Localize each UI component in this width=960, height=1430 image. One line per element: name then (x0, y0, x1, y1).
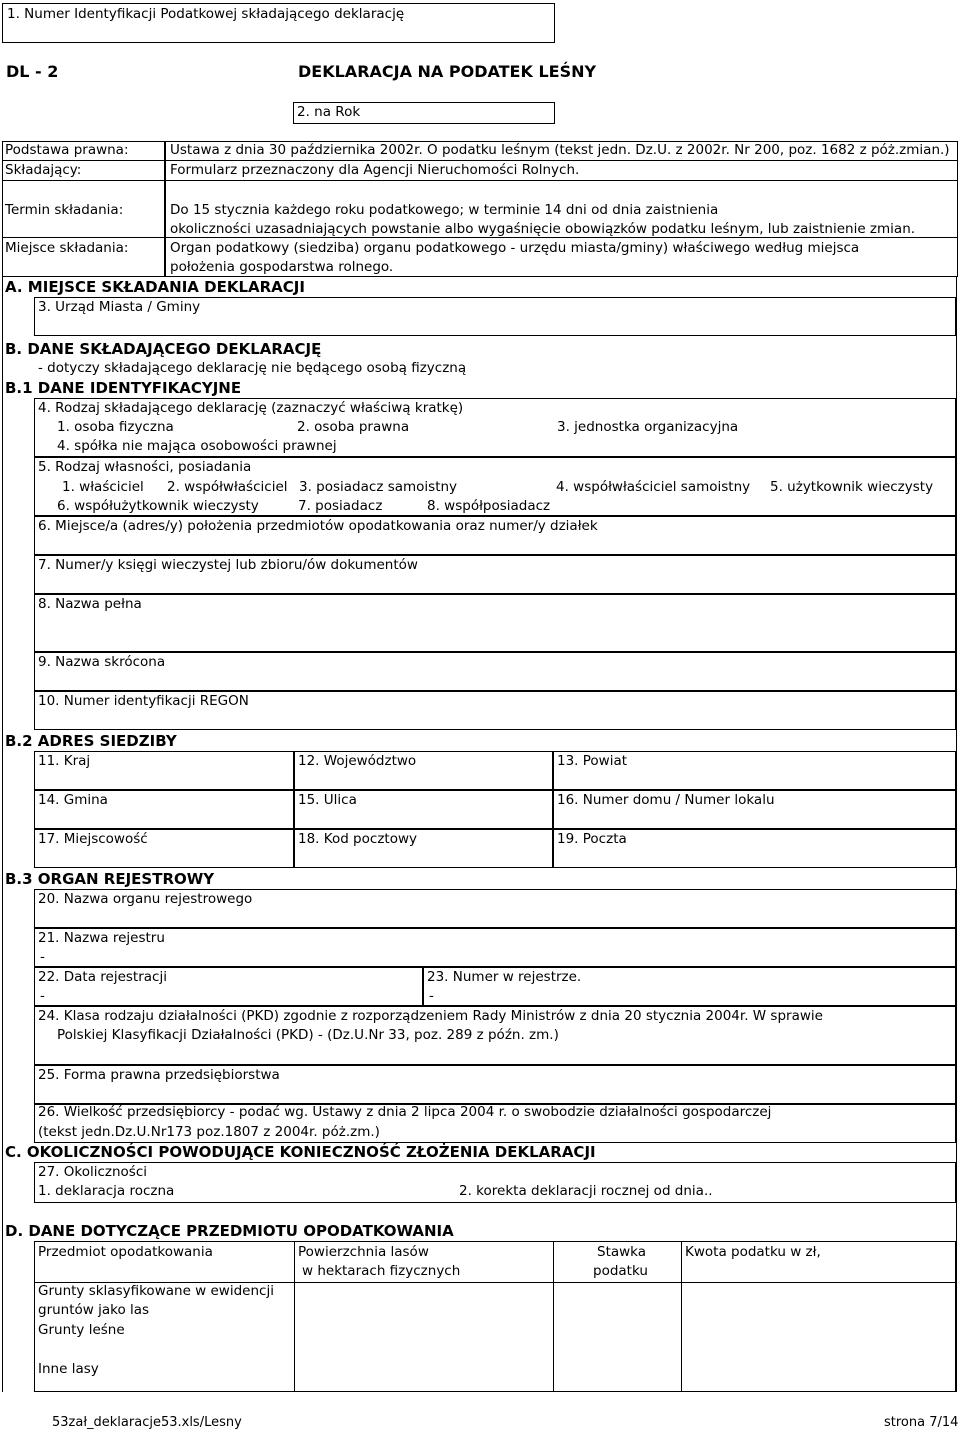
d-table (34, 1241, 956, 1392)
section-c-title: C. OKOLICZNOŚCI POWODUJĄCE KONIECZNOŚĆ ZŁOŻENIA DEKLARACJI (5, 1143, 596, 1161)
f6-label: 6. Miejsce/a (adres/y) położenia przedmiotów opodatkowania oraz numer/y działek (38, 518, 598, 534)
termin-label: Termin składania: (5, 202, 124, 218)
f5-opt-4[interactable]: 4. współwłaściciel samoistny (556, 479, 751, 495)
label-25: 25. Forma prawna przedsiębiorstwa (38, 1067, 280, 1083)
f7-label: 7. Numer/y księgi wieczystej lub zbioru/ów dokumentów (38, 557, 418, 573)
label-22: 22. Data rejestracji (38, 969, 167, 985)
form-code: DL - 2 (6, 62, 59, 81)
f5-opt-2[interactable]: 2. współwłaściciel (167, 479, 288, 495)
f5-label: 5. Rodzaj własności, posiadania (38, 459, 252, 475)
d-col-1: Przedmiot opodatkowania (38, 1244, 213, 1260)
label-12: 12. Województwo (298, 753, 417, 769)
section-d-title: D. DANE DOTYCZĄCE PRZEDMIOTU OPODATKOWANIA (5, 1222, 454, 1240)
year-label: 2. na Rok (297, 104, 361, 120)
f4-opt-4[interactable]: 4. spółka nie mająca osobowości prawnej (57, 438, 337, 454)
miejsce-line2: położenia gospodarstwa rolnego. (170, 259, 394, 275)
d-col-4: Kwota podatku w zł, (685, 1244, 821, 1260)
miejsce-label: Miejsce składania: (5, 240, 129, 256)
value-22: - (40, 988, 45, 1004)
f4-opt-1[interactable]: 1. osoba fizyczna (57, 419, 174, 435)
f4-opt-3[interactable]: 3. jednostka organizacyjna (557, 419, 739, 435)
label-18: 18. Kod pocztowy (298, 831, 417, 847)
section-b-subtitle: - dotyczy składającego deklarację nie będącego osobą fizyczną (38, 360, 467, 376)
f4-label: 4. Rodzaj składającego deklarację (zaznaczyć właściwą kratkę) (38, 400, 464, 416)
urzad-label: 3. Urząd Miasta / Gminy (38, 299, 201, 315)
f5-opt-5[interactable]: 5. użytkownik wieczysty (770, 479, 934, 495)
f5-opt-7[interactable]: 7. posiadacz (298, 498, 383, 514)
label-20: 20. Nazwa organu rejestrowego (38, 891, 253, 907)
f5-opt-1[interactable]: 1. właściciel (62, 479, 144, 495)
f5-opt-6[interactable]: 6. współużytkownik wieczysty (57, 498, 259, 514)
c-opt-2[interactable]: 2. korekta deklaracji rocznej od dnia.. (459, 1183, 713, 1199)
label-24-l1: 24. Klasa rodzaju działalności (PKD) zgodnie z rozporządzeniem Rady Ministrów z dnia 20 stycznia 2004r. W sprawie (38, 1008, 823, 1024)
label-16: 16. Numer domu / Numer lokalu (557, 792, 775, 808)
miejsce-line1: Organ podatkowy (siedziba) organu podatkowego - urzędu miasta/gminy) właściwego według miejsca (170, 240, 860, 256)
d-col-2-l1: Powierzchnia lasów (298, 1244, 429, 1260)
f9-label: 9. Nazwa skrócona (38, 654, 166, 670)
f9-box[interactable] (34, 652, 956, 691)
skladajacy-label: Składający: (5, 162, 82, 178)
f5-opt-3[interactable]: 3. posiadacz samoistny (299, 479, 458, 495)
d-col-2-l2: w hektarach fizycznych (302, 1263, 461, 1279)
f5-opt-8[interactable]: 8. współposiadacz (427, 498, 551, 514)
section-b-title: B. DANE SKŁADAJĄCEGO DEKLARACJĘ (5, 340, 322, 358)
f8-label: 8. Nazwa pełna (38, 596, 142, 612)
d-row-1-l2: gruntów jako las (38, 1302, 150, 1318)
section-a-title: A. MIEJSCE SKŁADANIA DEKLARACJI (5, 278, 305, 296)
value-21: - (40, 949, 45, 965)
footer-left: 53zał_deklaracje53.xls/Lesny (52, 1415, 242, 1430)
label-14: 14. Gmina (38, 792, 108, 808)
podstawa-value: Ustawa z dnia 30 października 2002r. O podatku leśnym (tekst jedn. Dz.U. z 2002r. Nr 200, poz. 1682 z póż.zmian.) (170, 142, 950, 158)
label-19: 19. Poczta (557, 831, 627, 847)
f10-label: 10. Numer identyfikacji REGON (38, 693, 249, 709)
label-13: 13. Powiat (557, 753, 628, 769)
label-26-l1: 26. Wielkość przedsiębiorcy - podać wg. Ustawy z dnia 2 lipca 2004 r. o swobodzie działalności gospodarczej (38, 1104, 772, 1120)
d-col-3-l2: podatku (593, 1263, 648, 1279)
label-11: 11. Kraj (38, 753, 91, 769)
f4-opt-2[interactable]: 2. osoba prawna (297, 419, 410, 435)
c-opt-1[interactable]: 1. deklaracja roczna (38, 1183, 175, 1199)
termin-line2: okoliczności uzasadniających powstanie albo wygaśnięcie obowiązków podatku leśnym, lub zaistnienie zmian. (170, 221, 916, 237)
d-row-1-l1: Grunty sklasyfikowane w ewidencji (38, 1283, 274, 1299)
label-24-l2: Polskiej Klasyfikacji Działalności (PKD) - (Dz.U.Nr 33, poz. 289 z późn. zm.) (57, 1027, 559, 1043)
label-21: 21. Nazwa rejestru (38, 930, 165, 946)
d-row-2: Grunty leśne (38, 1322, 125, 1338)
podstawa-label: Podstawa prawna: (5, 142, 129, 158)
b3-title: B.3 ORGAN REJESTROWY (5, 870, 215, 888)
label-17: 17. Miejscowość (38, 831, 148, 847)
skladajacy-value: Formularz przeznaczony dla Agencji Nieruchomości Rolnych. (170, 162, 580, 178)
nip-label: 1. Numer Identyfikacji Podatkowej składającego deklarację (7, 6, 405, 22)
b2-title: B.2 ADRES SIEDZIBY (5, 732, 177, 750)
label-23: 23. Numer w rejestrze. (427, 969, 582, 985)
value-23: - (429, 988, 434, 1004)
field-21[interactable] (34, 928, 956, 967)
footer-right: strona 7/14 (884, 1415, 959, 1430)
d-row-3: Inne lasy (38, 1361, 99, 1377)
label-26-l2: (tekst jedn.Dz.U.Nr173 poz.1807 z 2004r. póż.zm.) (38, 1124, 380, 1140)
f8-box[interactable] (34, 594, 956, 652)
label-15: 15. Ulica (298, 792, 357, 808)
termin-line1: Do 15 stycznia każdego roku podatkowego; w terminie 14 dni od dnia zaistnienia (170, 202, 719, 218)
b1-title: B.1 DANE IDENTYFIKACYJNE (5, 379, 242, 397)
d-col-3-l1: Stawka (597, 1244, 647, 1260)
label-27: 27. Okoliczności (38, 1164, 148, 1180)
form-title: DEKLARACJA NA PODATEK LEŚNY (298, 62, 597, 81)
